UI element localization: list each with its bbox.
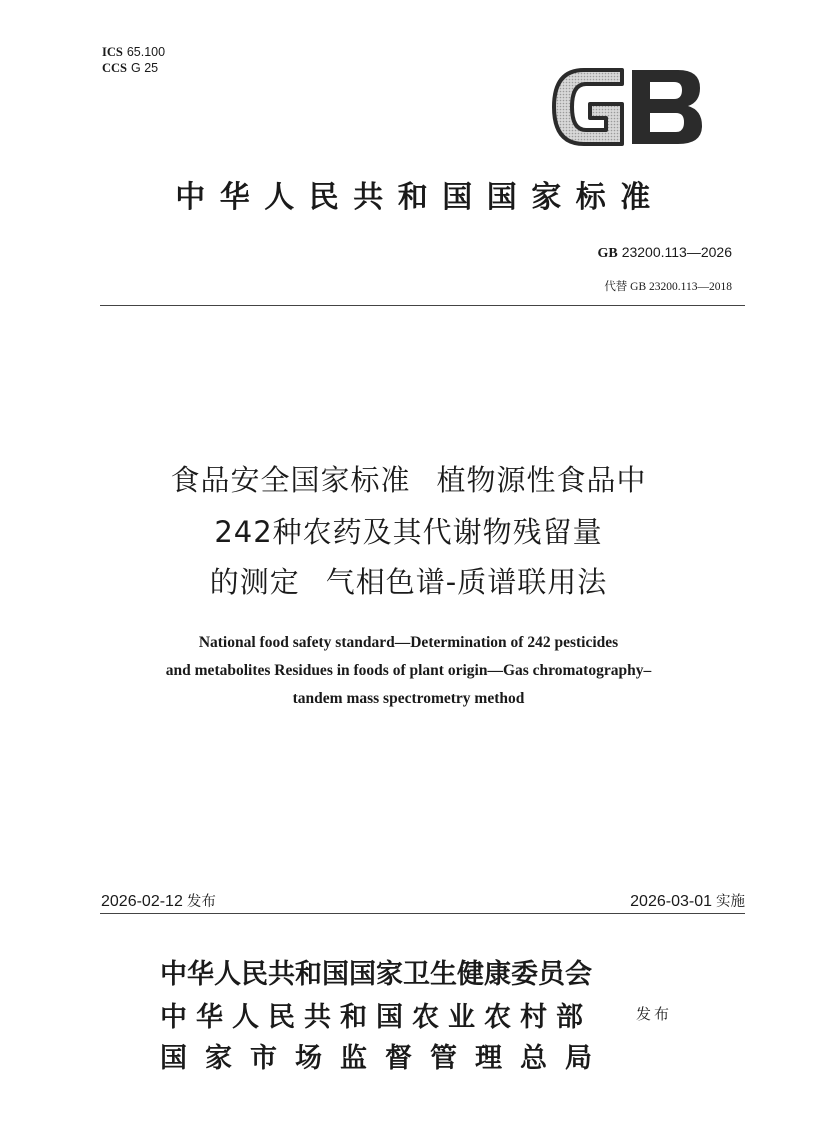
ccs-code: CCS G 25 (102, 61, 159, 75)
issuer-nhc: 中华人民共和国国家卫生健康委员会 (160, 959, 592, 990)
ics-code: ICS 65.100 (102, 45, 166, 59)
title-cn-line3: 的测定 气相色谱-质谱联用法 (209, 565, 608, 599)
issue-date: 2026-02-12 发布 (101, 893, 216, 910)
publish-label: 发布 (636, 1005, 673, 1023)
national-standard-title: 中华人民共和国国家标准 (175, 180, 665, 215)
title-en-line3: tandem mass spectrometry method (292, 690, 525, 707)
standard-number: GB 23200.113—2026 (597, 244, 732, 261)
issuer-moa: 中华人民共和国农业农村部 (160, 1002, 592, 1033)
classification-codes (102, 44, 165, 76)
title-en-line1: National food safety standard—Determination of 242 pesticides (198, 634, 619, 651)
title-cn-line1: 食品安全国家标准 植物源性食品中 (170, 463, 647, 497)
title-en-line2: and metabolites Residues in foods of plant origin—Gas chromatography– (165, 662, 652, 679)
title-cn-line2: 242种农药及其代谢物残留量 (214, 515, 603, 549)
issuer-samr: 国家市场监督管理总局 (160, 1043, 610, 1074)
implementation-date: 2026-03-01 实施 (630, 893, 745, 910)
gb-logo (550, 66, 705, 148)
bottom-divider (100, 913, 745, 914)
top-divider (100, 305, 745, 306)
replaces-standard: 代替 GB 23200.113—2018 (604, 281, 732, 293)
